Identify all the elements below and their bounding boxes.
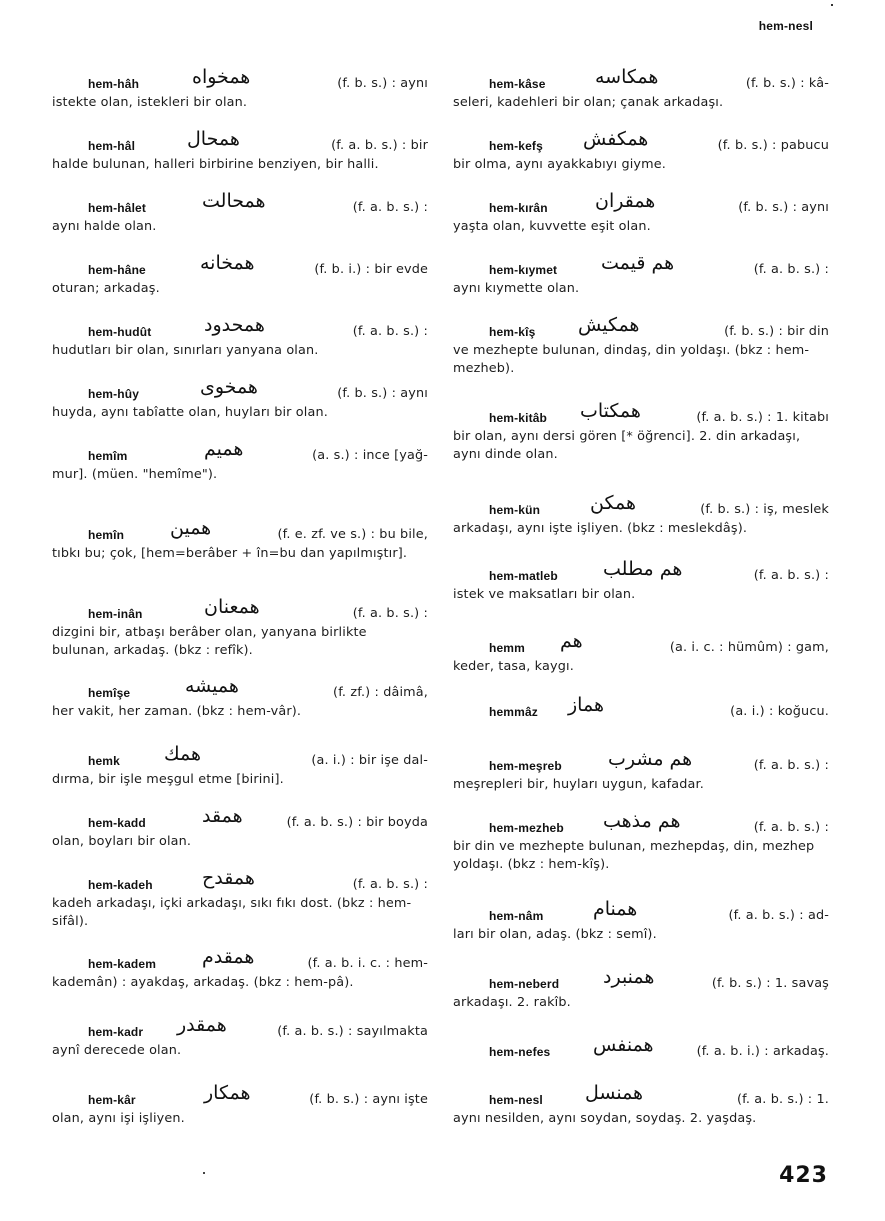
arabic-script-word: هم مطلب [603, 558, 683, 580]
headword: hem-hâlet [88, 201, 147, 215]
dictionary-entry [453, 560, 829, 604]
dictionary-entry [52, 948, 428, 992]
dictionary-entry [453, 696, 829, 722]
entry-head-line [453, 1036, 829, 1062]
definition-text: hudutları bir olan, sınırları yanyana olan. [52, 343, 319, 358]
dictionary-entry [453, 494, 829, 538]
dictionary-entry [453, 130, 829, 174]
definition-text: olan, aynı işi işliyen. [52, 1111, 185, 1126]
dictionary-entry [52, 1016, 428, 1060]
page-number: 423 [779, 1163, 828, 1188]
arabic-script-word: همنسل [585, 1082, 644, 1104]
headword: hem-kadeh [88, 878, 153, 892]
headword: hem-kefş [489, 139, 543, 153]
grammar-note: (f. b. s.) : bir din [724, 324, 829, 339]
definition-text: aynı nesilden, aynı soydan, soydaş. 2. yaşdaş. [453, 1111, 757, 1126]
arabic-script-word: همکفش [583, 128, 649, 150]
entry-head-line [453, 900, 829, 926]
headword: hemîn [88, 528, 125, 542]
entry-head-line [453, 968, 829, 994]
grammar-note: (a. i.) : bir işe dal- [311, 753, 428, 768]
dictionary-entry [453, 68, 829, 112]
arabic-script-word: همیشه [185, 675, 239, 697]
entry-head-line [52, 316, 428, 342]
grammar-note: (f. a. b. s.) : 1. kitabı [696, 410, 829, 425]
entry-head-line [52, 192, 428, 218]
definition-text: meşrepleri bir, huyları uygun, kafadar. [453, 777, 704, 792]
dictionary-entry [453, 968, 829, 1012]
arabic-script-word: همکن [590, 492, 636, 514]
dictionary-entry [52, 807, 428, 851]
definition-text: yaşta olan, kuvvette eşit olan. [453, 219, 651, 234]
arabic-script-word: همکیش [578, 314, 640, 336]
definition-text: bir din ve mezhepte bulunan, mezhepdaş, din, mezhep yoldaşı. (bkz : hem-kîş). [453, 839, 815, 872]
arabic-script-word: همحالت [202, 190, 266, 212]
arabic-script-word: همقدر [177, 1014, 227, 1036]
arabic-script-word: همنام [593, 898, 638, 920]
arabic-script-word: همقدح [202, 867, 255, 889]
arabic-script-word: همکاسه [595, 66, 659, 88]
arabic-script-word: هماز [568, 694, 604, 716]
definition-text: keder, tasa, kaygı. [453, 659, 574, 674]
definition-text: olan, boyları bir olan. [52, 834, 192, 849]
dictionary-entry [52, 130, 428, 174]
dictionary-entry [453, 402, 829, 464]
grammar-note: (f. e. zf. ve s.) : bu bile, [277, 527, 428, 542]
dictionary-entry [453, 1084, 829, 1128]
grammar-note: (f. b. s.) : aynı [337, 76, 428, 91]
headword: hem-meşreb [489, 759, 562, 773]
dictionary-entry [52, 378, 428, 422]
entry-head-line [453, 696, 829, 722]
entry-head-line [52, 254, 428, 280]
headword: hem-hûy [88, 387, 140, 401]
dictionary-entry [52, 440, 428, 484]
grammar-note: (f. b. s.) : pabucu [717, 138, 829, 153]
arabic-script-word: همحال [187, 128, 240, 150]
running-head: hem-nesl [758, 19, 813, 33]
grammar-note: (f. a. b. s.) : [352, 200, 428, 215]
definition-text: dırma, bir işle meşgul etme [birini]. [52, 772, 284, 787]
arabic-script-word: همحدود [204, 314, 265, 336]
dictionary-entry [52, 316, 428, 360]
entry-head-line [52, 869, 428, 895]
entry-head-line [52, 1084, 428, 1110]
grammar-note: (f. a. b. i. c. : hem- [307, 956, 428, 971]
arabic-script-word: هم مذهب [603, 810, 681, 832]
grammar-note: (f. b. s.) : aynı işte [309, 1092, 428, 1107]
entry-head-line [453, 254, 829, 280]
headword: hem-hâne [88, 263, 146, 277]
definition-text: aynî derecede olan. [52, 1043, 182, 1058]
grammar-note: (f. a. b. s.) : ad- [728, 908, 829, 923]
definition-text: kadeh arkadaşı, içki arkadaşı, sıkı fıkı dost. (bkz : hem-sifâl). [52, 896, 412, 929]
headword: hem-kîş [489, 325, 536, 339]
grammar-note: (f. a. b. s.) : [352, 324, 428, 339]
entry-head-line [52, 378, 428, 404]
headword: hem-nâm [489, 909, 544, 923]
dictionary-entry [453, 316, 829, 378]
entry-head-line [52, 68, 428, 94]
arabic-script-word: همخواه [192, 66, 251, 88]
entry-head-line [52, 948, 428, 974]
entry-head-line [52, 745, 428, 771]
entry-head-line [52, 1016, 428, 1042]
arabic-script-word: هم قیمت [601, 252, 675, 274]
entry-head-line [52, 440, 428, 466]
entry-head-line [453, 402, 829, 428]
definition-text: ları bir olan, adaş. (bkz : semî). [453, 927, 657, 942]
dictionary-entry [52, 677, 428, 721]
arabic-script-word: همکتاب [580, 400, 641, 422]
dictionary-entry [453, 632, 829, 676]
arabic-script-word: همیم [204, 438, 244, 460]
headword: hem-kâse [489, 77, 546, 91]
headword: hem-kırân [489, 201, 548, 215]
headword: hemmâz [489, 705, 538, 719]
definition-text: mur]. (müen. "hemîme"). [52, 467, 218, 482]
headword: hem-matleb [489, 569, 558, 583]
definition-text: tıbkı bu; çok, [hem=berâber + în=bu dan yapılmıştır]. [52, 546, 408, 561]
headword: hem-kâr [88, 1093, 136, 1107]
arabic-script-word: همنفس [593, 1034, 654, 1056]
headword: hem-mezheb [489, 821, 564, 835]
headword: hem-nefes [489, 1045, 551, 1059]
arabic-script-word: همنبرد [603, 966, 655, 988]
definition-text: her vakit, her zaman. (bkz : hem-vâr). [52, 704, 302, 719]
entry-head-line [453, 750, 829, 776]
arabic-script-word: همخوی [200, 376, 258, 398]
entry-head-line [52, 677, 428, 703]
entry-head-line [453, 316, 829, 342]
arabic-script-word: همقران [595, 190, 656, 212]
grammar-note: (f. b. s.) : 1. savaş [711, 976, 829, 991]
definition-text: aynı kıymette olan. [453, 281, 580, 296]
print-speck [203, 1172, 205, 1174]
arabic-script-word: همعنان [204, 596, 260, 618]
grammar-note: (f. b. s.) : kâ- [745, 76, 829, 91]
grammar-note: (a. i. c. : hümûm) : gam, [669, 640, 829, 655]
dictionary-entry [52, 192, 428, 236]
grammar-note: (f. a. b. s.) : [352, 606, 428, 621]
dictionary-entry [453, 192, 829, 236]
definition-text: istekte olan, istekleri bir olan. [52, 95, 248, 110]
definition-text: seleri, kadehleri bir olan; çanak arkadaşı. [453, 95, 724, 110]
arabic-script-word: همکار [204, 1082, 251, 1104]
entry-head-line [453, 812, 829, 838]
definition-text: bir olan, aynı dersi gören [* öğrenci]. 2. din arkadaşı, aynı dinde olan. [453, 429, 801, 462]
grammar-note: (a. s.) : ince [yağ- [312, 448, 428, 463]
entry-head-line [453, 68, 829, 94]
arabic-script-word: همخانه [200, 252, 255, 274]
grammar-note: (f. b. s.) : aynı [738, 200, 829, 215]
grammar-note: (f. zf.) : dâimâ, [333, 685, 428, 700]
definition-text: halde bulunan, halleri birbirine benziyen, bir halli. [52, 157, 379, 172]
grammar-note: (f. b. i.) : bir evde [314, 262, 428, 277]
arabic-script-word: همین [170, 517, 212, 539]
grammar-note: (f. a. b. s.) : 1. [736, 1092, 829, 1107]
definition-text: oturan; arkadaş. [52, 281, 160, 296]
grammar-note: (f. a. b. s.) : [352, 877, 428, 892]
grammar-note: (f. a. b. i.) : arkadaş. [696, 1044, 829, 1059]
definition-text: kademân) : ayakdaş, arkadaş. (bkz : hem-pâ). [52, 975, 354, 990]
headword: hem-hudût [88, 325, 152, 339]
grammar-note: (f. a. b. s.) : [753, 568, 829, 583]
headword: hem-kadem [88, 957, 157, 971]
grammar-note: (f. a. b. s.) : bir [331, 138, 428, 153]
dictionary-entry [453, 750, 829, 794]
headword: hemm [489, 641, 525, 655]
entry-head-line [52, 130, 428, 156]
definition-text: arkadaşı. 2. rakîb. [453, 995, 571, 1010]
entry-head-line [453, 560, 829, 586]
headword: hem-kün [489, 503, 541, 517]
print-speck [831, 4, 833, 6]
dictionary-entry [52, 519, 428, 563]
dictionary-entry [52, 68, 428, 112]
arabic-script-word: همك [164, 743, 202, 765]
dictionary-entry [52, 254, 428, 298]
headword: hem-hâl [88, 139, 136, 153]
headword: hemîşe [88, 686, 131, 700]
dictionary-entry [52, 1084, 428, 1128]
headword: hem-inân [88, 607, 143, 621]
headword: hem-neberd [489, 977, 560, 991]
entry-head-line [52, 598, 428, 624]
dictionary-entry [453, 254, 829, 298]
grammar-note: (f. a. b. s.) : [753, 758, 829, 773]
grammar-note: (f. b. s.) : iş, meslek [700, 502, 829, 517]
headword: hem-nesl [489, 1093, 543, 1107]
definition-text: ve mezhepte bulunan, dindaş, din yoldaşı. (bkz : hem-mezheb). [453, 343, 810, 376]
definition-text: bir olma, aynı ayakkabıyı giyme. [453, 157, 667, 172]
dictionary-entry [52, 869, 428, 931]
arabic-script-word: همقد [202, 805, 243, 827]
grammar-note: (f. a. b. s.) : [753, 820, 829, 835]
dictionary-entry [52, 745, 428, 789]
headword: hem-kadd [88, 816, 146, 830]
headword: hem-kitâb [489, 411, 548, 425]
arabic-script-word: هم [560, 630, 583, 652]
headword: hemk [88, 754, 120, 768]
entry-head-line [453, 1084, 829, 1110]
definition-text: aynı halde olan. [52, 219, 157, 234]
headword: hem-kıymet [489, 263, 558, 277]
entry-head-line [52, 519, 428, 545]
headword: hemîm [88, 449, 128, 463]
definition-text: istek ve maksatları bir olan. [453, 587, 636, 602]
entry-head-line [52, 807, 428, 833]
entry-head-line [453, 632, 829, 658]
grammar-note: (a. i.) : koğucu. [730, 704, 829, 719]
entry-head-line [453, 192, 829, 218]
headword: hem-hâh [88, 77, 140, 91]
arabic-script-word: همقدم [202, 946, 255, 968]
arabic-script-word: هم مشرب [608, 748, 693, 770]
entry-head-line [453, 494, 829, 520]
dictionary-entry [52, 598, 428, 660]
headword: hem-kadr [88, 1025, 144, 1039]
definition-text: huyda, aynı tabîatte olan, huyları bir olan. [52, 405, 328, 420]
grammar-note: (f. a. b. s.) : sayılmakta [277, 1024, 428, 1039]
dictionary-entry [453, 900, 829, 944]
entry-head-line [453, 130, 829, 156]
dictionary-entry [453, 812, 829, 874]
dictionary-entry [453, 1036, 829, 1062]
definition-text: arkadaşı, aynı işte işliyen. (bkz : meslekdâş). [453, 521, 748, 536]
grammar-note: (f. a. b. s.) : bir boyda [286, 815, 428, 830]
definition-text: dizgini bir, atbaşı berâber olan, yanyana birlikte bulunan, arkadaş. (bkz : refîk). [52, 625, 367, 658]
grammar-note: (f. a. b. s.) : [753, 262, 829, 277]
grammar-note: (f. b. s.) : aynı [337, 386, 428, 401]
